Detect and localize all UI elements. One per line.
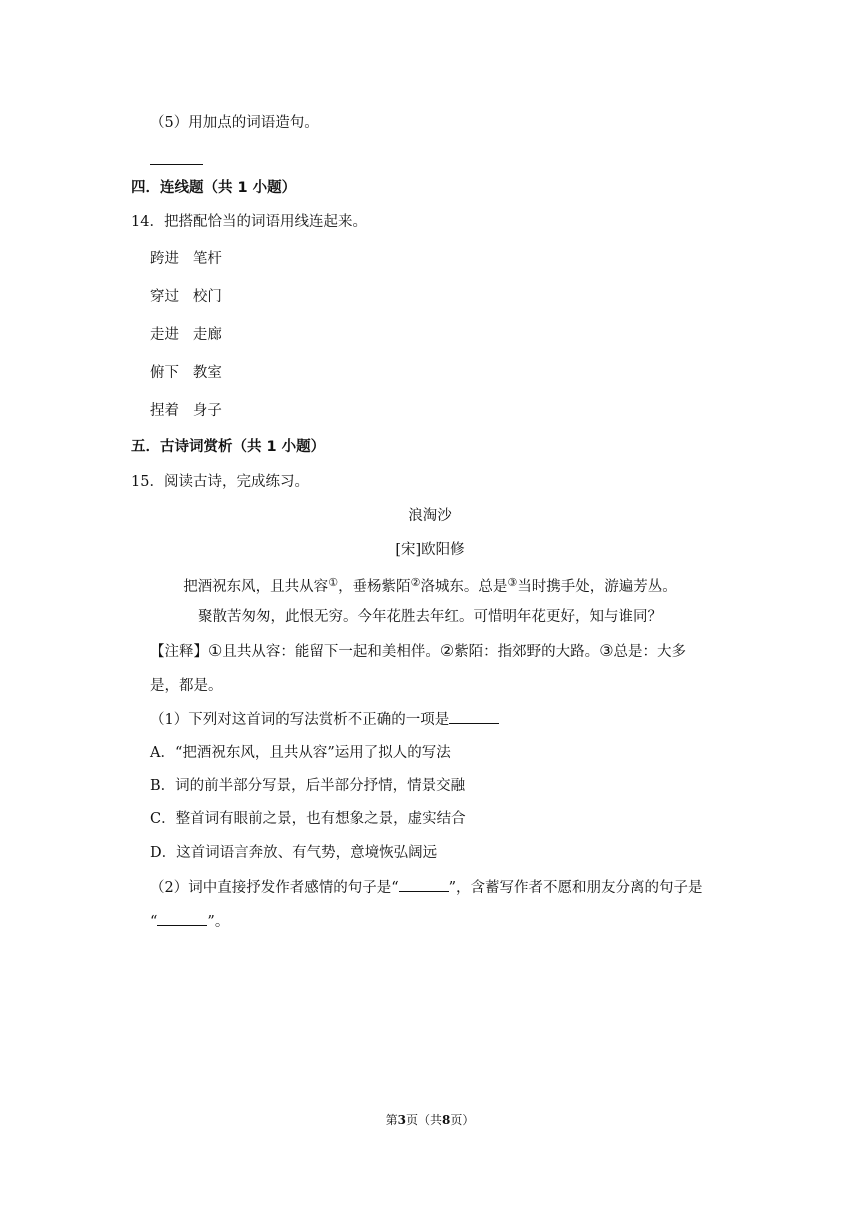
page-total: 8: [442, 1113, 451, 1127]
option-c: C．整首词有眼前之景，也有想象之景，虚实结合: [150, 811, 466, 827]
question-stem: ”。: [207, 914, 230, 930]
matching-left-word: 走进: [150, 327, 179, 343]
matching-row: [150, 287, 222, 307]
footnote-marker: ①: [208, 641, 223, 660]
question-stem: （2）词中直接抒发作者感情的句子是“: [150, 880, 399, 896]
poem-text: 洛城东。总是: [420, 579, 508, 595]
q15-sub2: [150, 877, 703, 898]
option-a: A．“把酒祝东风，且共从容”运用了拟人的写法: [150, 745, 451, 761]
q13-item5: （5）用加点的词语造句。: [150, 115, 319, 131]
option-d: D．这首词语言奔放、有气势，意境恢弘阔远: [150, 845, 438, 861]
q15-prompt: 15．阅读古诗，完成练习。: [131, 474, 309, 490]
footnote-marker: ②: [410, 576, 421, 589]
answer-blank: [449, 709, 499, 724]
page-footer: [0, 1110, 860, 1130]
matching-right-word: 走廊: [192, 327, 222, 343]
matching-left-word: 俯下: [150, 365, 179, 381]
question-stem: ”，含蓄写作者不愿和朋友分离的句子是: [448, 880, 703, 896]
footnote-marker: ③: [599, 641, 614, 660]
matching-row: [150, 249, 222, 269]
footer-text: 第: [385, 1113, 398, 1127]
answer-blank: [150, 150, 203, 171]
page-number: 3: [397, 1113, 406, 1127]
question-stem: “: [150, 914, 158, 930]
matching-left-word: 跨进: [150, 251, 179, 267]
section-heading-matching: 四．连线题（共 1 小题）: [131, 180, 297, 196]
poem-line-1: [0, 573, 860, 597]
matching-row: [150, 325, 222, 345]
poem-notes: [150, 641, 686, 662]
poem-title: 浪淘沙: [408, 508, 452, 524]
note-text: 且共从容：能留下一起和美相伴。: [222, 644, 440, 660]
poem-text: ，垂杨紫陌: [338, 579, 411, 595]
matching-row: [150, 401, 222, 421]
footer-text: 页（共: [405, 1113, 442, 1127]
poem-author: [宋]欧阳修: [395, 542, 465, 558]
footnote-marker: ①: [328, 576, 339, 589]
question-stem: （1）下列对这首词的写法赏析不正确的一项是: [150, 712, 450, 728]
matching-right-word: 校门: [192, 289, 222, 305]
notes-label: 【注释】: [150, 644, 208, 660]
note-text: 总是：大多: [613, 644, 687, 660]
matching-right-word: 教室: [192, 365, 222, 381]
q14-prompt: 14．把搭配恰当的词语用线连起来。: [131, 214, 367, 230]
option-b: B．词的前半部分写景，后半部分抒情，情景交融: [150, 778, 466, 794]
poem-line-2: 聚散苦匆匆，此恨无穷。今年花胜去年红。可惜明年花更好，知与谁同？: [198, 609, 662, 625]
q15-sub2-cont: [150, 911, 229, 932]
footnote-marker: ③: [507, 576, 518, 589]
matching-left-word: 穿过: [150, 289, 179, 305]
matching-right-word: 身子: [192, 403, 222, 419]
section-heading-poetry: 五．古诗词赏析（共 1 小题）: [131, 439, 326, 455]
matching-left-word: 捏着: [150, 403, 179, 419]
poem-text: 当时携手处，游遍芳丛。: [517, 579, 677, 595]
answer-blank: [157, 911, 207, 926]
answer-blank: [399, 877, 449, 892]
poem-notes-cont: 是，都是。: [150, 678, 223, 694]
matching-row: [150, 363, 222, 383]
matching-right-word: 笔杆: [192, 251, 222, 267]
q15-sub1-stem: [150, 709, 499, 730]
footer-text: 页）: [450, 1113, 475, 1127]
note-text: 紫陌：指郊野的大路。: [454, 644, 600, 660]
footnote-marker: ②: [439, 641, 455, 660]
poem-text: 把酒祝东风，且共从容: [183, 579, 329, 595]
